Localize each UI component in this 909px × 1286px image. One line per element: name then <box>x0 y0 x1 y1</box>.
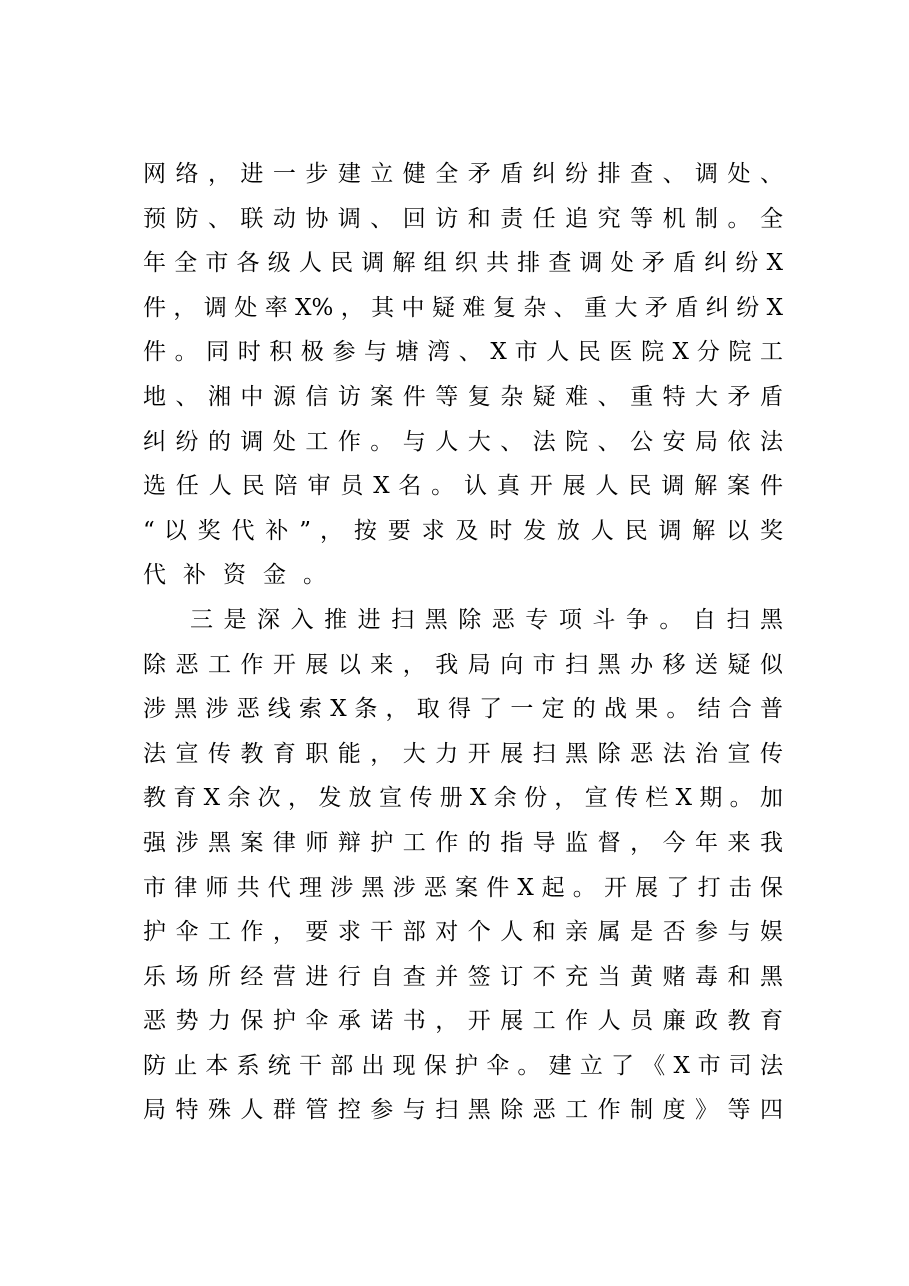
text-line: 教 育 X 余 次 ， 发 放 宣 传 册 X 余 份 ， 宣 传 栏 X 期 。 加 <box>143 785 783 812</box>
text-line: 法 宣 传 教 育 职 能 ， 大 力 开 展 扫 黑 除 恶 法 治 宣 传 <box>143 740 783 767</box>
text-line: 预 防 、 联 动 协 调 、 回 访 和 责 任 追 究 等 机 制 。 全 <box>143 205 783 232</box>
text-line: 防 止 本 系 统 干 部 出 现 保 护 伞 。 建 立 了 《 X 市 司 法 <box>143 1052 783 1079</box>
text-line: 护 伞 工 作 ， 要 求 干 部 对 个 人 和 亲 属 是 否 参 与 娱 <box>143 919 783 946</box>
text-line: 件 。 同 时 积 极 参 与 塘 湾 、 X 市 人 民 医 院 X 分 院 工 <box>143 339 783 366</box>
text-line: 恶 势 力 保 护 伞 承 诺 书 ， 开 展 工 作 人 员 廉 政 教 育 <box>143 1008 783 1035</box>
text-line: 选 任 人 民 陪 审 员 X 名 。 认 真 开 展 人 民 调 解 案 件 <box>143 473 783 500</box>
body-text <box>143 152 783 1133</box>
text-line: 网 络 ， 进 一 步 建 立 健 全 矛 盾 纠 纷 排 查 、 调 处 、 <box>143 161 783 187</box>
text-line: 乐 场 所 经 营 进 行 自 查 并 签 订 不 充 当 黄 赌 毒 和 黑 <box>143 963 783 990</box>
text-line: 纠 纷 的 调 处 工 作 。 与 人 大 、 法 院 、 公 安 局 依 法 <box>143 428 783 455</box>
text-line: 除 恶 工 作 开 展 以 来 ， 我 局 向 市 扫 黑 办 移 送 疑 似 <box>143 651 783 678</box>
text-line: 地 、 湘 中 源 信 访 案 件 等 复 杂 疑 难 、 重 特 大 矛 盾 <box>143 383 783 410</box>
text-line: 市 律 师 共 代 理 涉 黑 涉 恶 案 件 X 起 。 开 展 了 打 击 保 <box>143 874 783 901</box>
paragraph-first-line: 三 是 深 入 推 进 扫 黑 除 恶 专 项 斗 争 。 自 扫 黑 <box>190 606 783 633</box>
text-line: “ 以 奖 代 补 ” ， 按 要 求 及 时 发 放 人 民 调 解 以 奖 <box>143 517 783 544</box>
text-line: 代补资金。 <box>143 562 343 589</box>
text-line: 件 ， 调 处 率 X% ， 其 中 疑 难 复 杂 、 重 大 矛 盾 纠 纷 X <box>143 294 783 321</box>
text-line: 年 全 市 各 级 人 民 调 解 组 织 共 排 查 调 处 矛 盾 纠 纷 X <box>143 250 783 277</box>
text-line: 强 涉 黑 案 律 师 辩 护 工 作 的 指 导 监 督 ， 今 年 来 我 <box>143 829 783 856</box>
text-line: 涉 黑 涉 恶 线 索 X 条 ， 取 得 了 一 定 的 战 果 。 结 合 普 <box>143 696 783 723</box>
text-line: 局 特 殊 人 群 管 控 参 与 扫 黑 除 恶 工 作 制 度 》 等 四 <box>143 1097 783 1124</box>
